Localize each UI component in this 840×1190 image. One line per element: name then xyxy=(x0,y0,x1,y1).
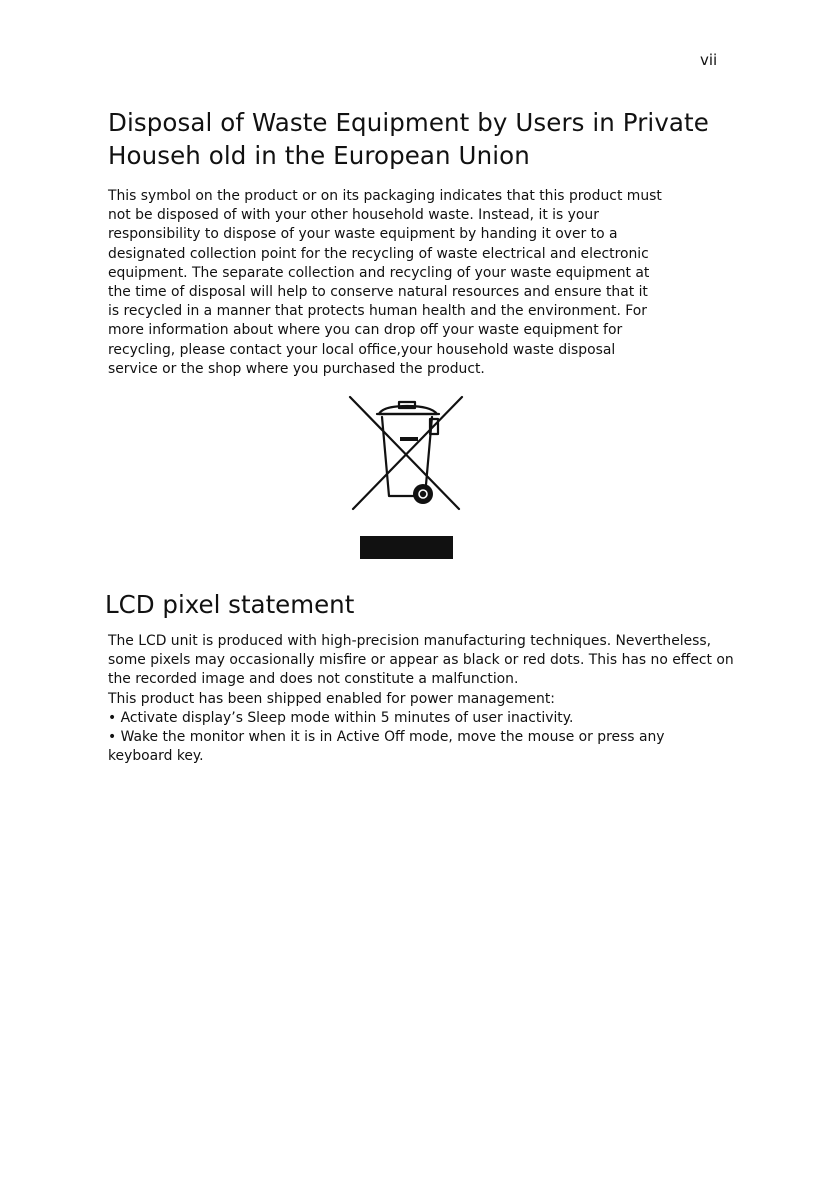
lcd-line: keyboard key. xyxy=(108,748,204,765)
weee-title-line: Househ old in the European Union xyxy=(108,141,530,170)
weee-paragraph-line: designated collection point for the recycling of waste electrical and electronic xyxy=(108,245,649,262)
lcd-paragraph xyxy=(108,632,828,766)
lcd-line: the recorded image and does not constitute a malfunction. xyxy=(108,671,519,688)
weee-paragraph-line: equipment. The separate collection and recycling of your waste equipment at xyxy=(108,264,650,281)
weee-paragraph-line: recycling, please contact your local office,your household waste disposal xyxy=(108,341,616,358)
weee-paragraph-line: This symbol on the product or on its packaging indicates that this product must xyxy=(108,188,662,204)
weee-paragraph-line: the time of disposal will help to conserve natural resources and ensure that it xyxy=(108,284,648,301)
weee-black-bar xyxy=(360,536,453,559)
lcd-line: This product has been shipped enabled for power management: xyxy=(108,690,555,707)
weee-paragraph xyxy=(108,187,828,379)
page-number: vii xyxy=(700,51,718,69)
lcd-section-title: LCD pixel statement xyxy=(105,590,355,619)
weee-section-title xyxy=(108,106,808,172)
weee-paragraph-line: not be disposed of with your other household waste. Instead, it is your xyxy=(108,207,599,224)
weee-paragraph-line: is recycled in a manner that protects human health and the environment. For xyxy=(108,303,648,320)
lcd-bullet-line: • Activate display’s Sleep mode within 5 minutes of user inactivity. xyxy=(108,709,574,726)
crossed-out-wheelie-bin-icon xyxy=(345,393,467,513)
lcd-line: The LCD unit is produced with high-precision manufacturing techniques. Nevertheless, xyxy=(108,633,712,649)
weee-paragraph-line: more information about where you can drop off your waste equipment for xyxy=(108,322,623,339)
lcd-line: some pixels may occasionally misfire or appear as black or red dots. This has no effect on xyxy=(108,652,734,669)
weee-paragraph-line: responsibility to dispose of your waste equipment by handing it over to a xyxy=(108,226,618,243)
weee-title-line: Disposal of Waste Equipment by Users in Private xyxy=(108,108,709,137)
weee-paragraph-line: service or the shop where you purchased the product. xyxy=(108,360,485,377)
lcd-bullet-line: • Wake the monitor when it is in Active Off mode, move the mouse or press any xyxy=(108,729,665,746)
